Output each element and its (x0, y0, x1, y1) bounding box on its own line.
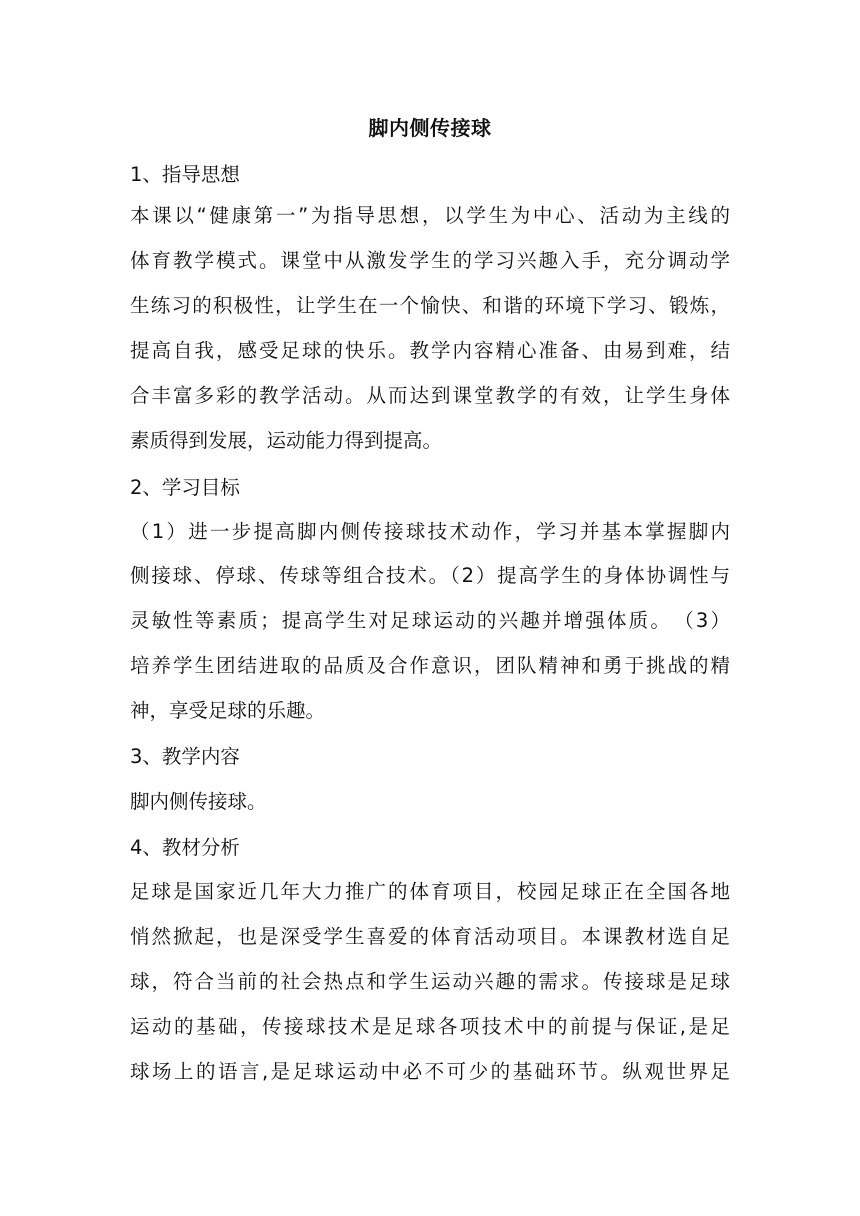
paragraph-line: 脚内侧传接球。 (130, 790, 267, 813)
section-heading-teaching-content: 3、教学内容 (130, 745, 240, 768)
section-heading-learning-goals: 2、学习目标 (130, 476, 240, 499)
paragraph-line: 本课以“健康第一”为指导思想，以学生为中心、活动为主线的 (130, 204, 730, 227)
paragraph-line: 生练习的积极性，让学生在一个愉快、和谐的环境下学习、锻炼， (130, 294, 730, 317)
paragraph-line: 球场上的语言,是足球运动中必不可少的基础环节。纵观世界足 (130, 1060, 730, 1083)
paragraph-line: 足球是国家近几年大力推广的体育项目，校园足球正在全国各地 (130, 880, 730, 903)
paragraph-line: 球，符合当前的社会热点和学生运动兴趣的需求。传接球是足球 (130, 970, 730, 993)
paragraph-line: 神，享受足球的乐趣。 (130, 699, 326, 722)
paragraph-line: 悄然掀起，也是深受学生喜爱的体育活动项目。本课教材选自足 (130, 925, 730, 948)
paragraph-line: （1）进一步提高脚内侧传接球技术动作，学习并基本掌握脚内 (130, 520, 730, 543)
paragraph-line: 灵敏性等素质；提高学生对足球运动的兴趣并增强体质。 （3） (130, 609, 730, 632)
section-heading-material-analysis: 4、教材分析 (130, 836, 240, 859)
paragraph-line: 合丰富多彩的教学活动。从而达到课堂教学的有效，让学生身体 (130, 384, 730, 407)
paragraph-line: 侧接球、停球、传球等组合技术。（2）提高学生的身体协调性与 (130, 564, 730, 587)
document-title: 脚内侧传接球 (368, 116, 492, 140)
section-heading-guiding-ideology: 1、指导思想 (130, 163, 240, 186)
paragraph-line: 培养学生团结进取的品质及合作意识，团队精神和勇于挑战的精 (130, 654, 730, 677)
paragraph-line: 体育教学模式。课堂中从激发学生的学习兴趣入手，充分调动学 (130, 249, 730, 272)
paragraph-line: 运动的基础，传接球技术是足球各项技术中的前提与保证,是足 (130, 1015, 730, 1038)
paragraph-line: 提高自我，感受足球的快乐。教学内容精心准备、由易到难，结 (130, 339, 730, 362)
paragraph-line: 素质得到发展，运动能力得到提高。 (130, 429, 443, 452)
